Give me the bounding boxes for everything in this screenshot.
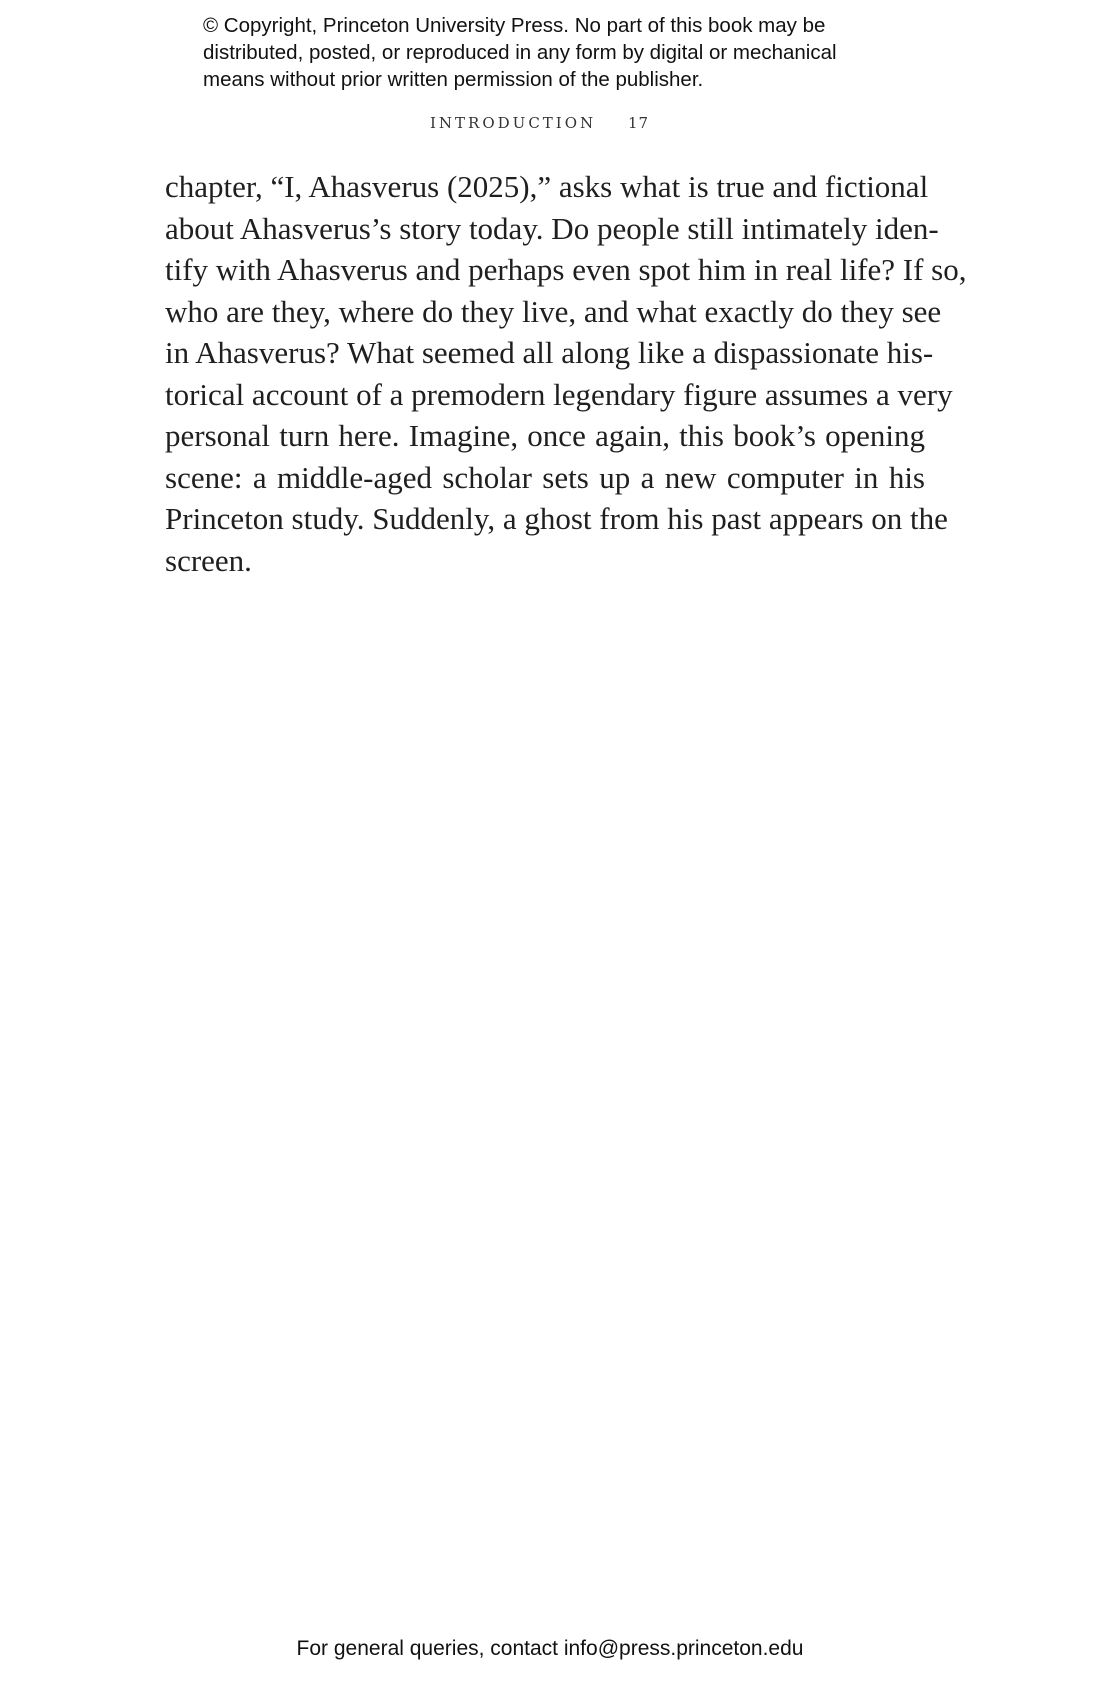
text-line: personal turn here. Imagine, once again, this book’s opening <box>165 418 925 453</box>
text-line: screen. <box>165 542 252 578</box>
footer-contact: For general queries, contact info@press.princeton.edu <box>296 1637 804 1660</box>
running-head <box>430 114 649 132</box>
body-paragraph <box>165 166 967 581</box>
text-line: Princeton study. Suddenly, a ghost from his past appears on the <box>165 501 948 536</box>
copyright-notice <box>203 12 923 93</box>
page-number: 17 <box>627 114 650 132</box>
copyright-line: © Copyright, Princeton University Press. No part of this book may be <box>203 14 826 37</box>
text-line: in Ahasverus? What seemed all along like a dispassionate his- <box>165 335 934 370</box>
copyright-line: means without prior written permission of the publisher. <box>203 68 704 91</box>
copyright-line: distributed, posted, or reproduced in any form by digital or mechanical <box>203 41 837 64</box>
text-line: torical account of a premodern legendary figure assumes a very <box>165 376 953 412</box>
text-line: who are they, where do they live, and what exactly do they see <box>165 293 942 329</box>
text-line: scene: a middle-aged scholar sets up a new computer in his <box>165 459 925 495</box>
section-title: INTRODUCTION <box>430 114 597 132</box>
text-line: chapter, “I, Ahasverus (2025),” asks what is true and fictional <box>165 169 929 204</box>
text-line: about Ahasverus’s story today. Do people still intimately iden- <box>165 210 939 246</box>
text-line: tify with Ahasverus and perhaps even spot him in real life? If so, <box>165 252 967 287</box>
